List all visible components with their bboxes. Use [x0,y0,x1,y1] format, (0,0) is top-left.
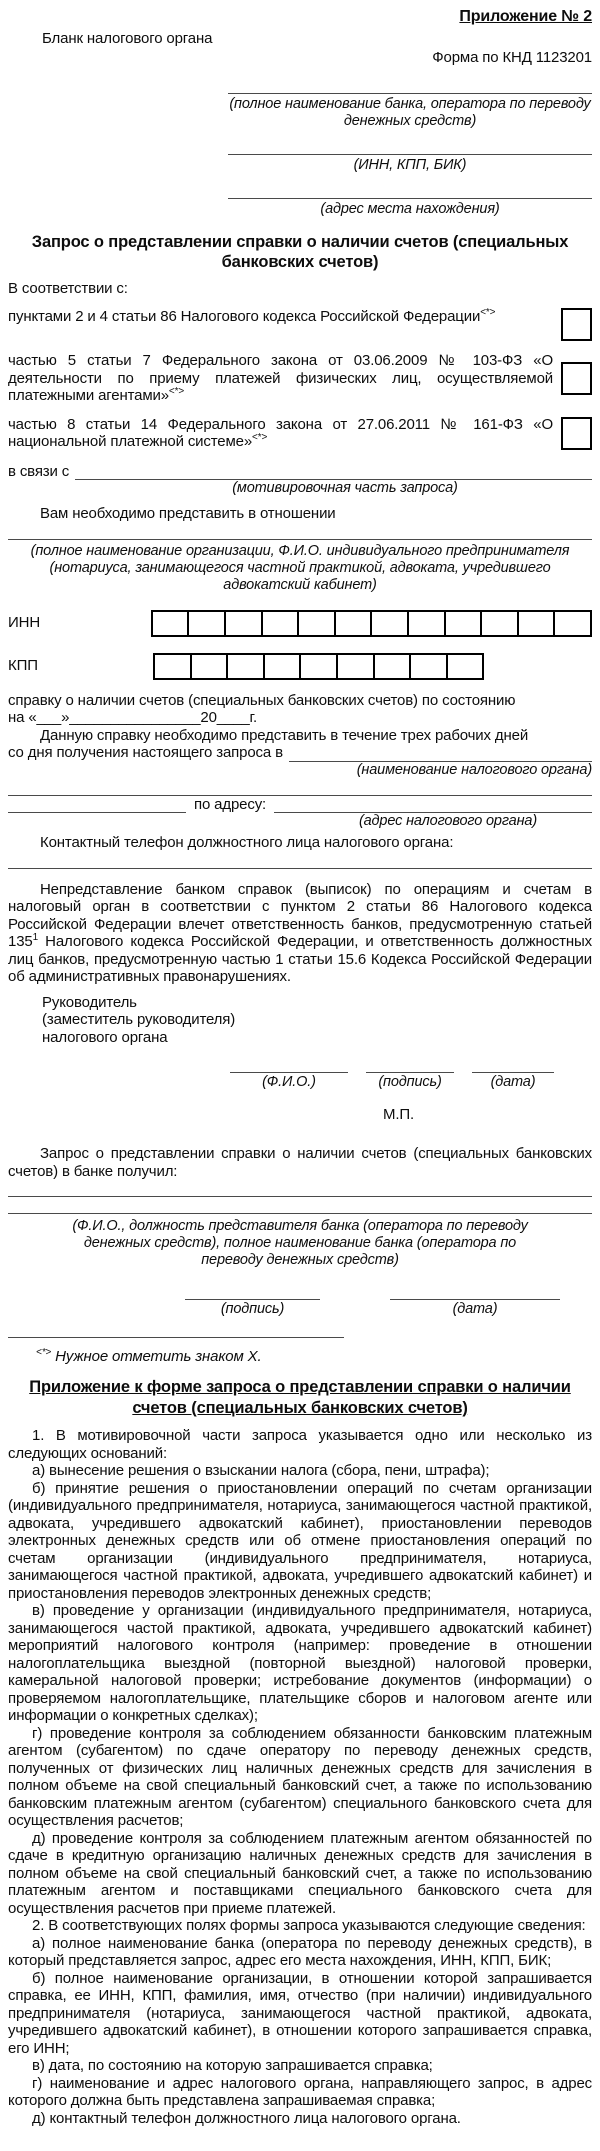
inn-kpp-bik-caption: (ИНН, КПП, БИК) [353,156,467,173]
basis-checkbox-nk-rf[interactable] [561,308,592,341]
input-cell[interactable] [190,653,229,680]
signer-title-line: налогового органа [42,1028,168,1046]
address-label: по адресу: [194,795,267,813]
input-cell[interactable] [407,610,446,637]
input-cell[interactable] [373,653,412,680]
appendix-heading: Приложение к форме запроса о представлении справки о наличии счетов (специальных банковских счетов) [29,1378,571,1417]
kpp-row [8,653,592,680]
receipt-blank-line-1[interactable] [8,1196,592,1197]
phone-label: Контактный телефон должностного лица налогового органа: [40,834,454,851]
input-cell[interactable] [187,610,226,637]
footnote-marker: <*> [480,307,496,318]
request-text-line1: справку о наличии счетов (специальных банковских счетов) по состоянию [8,691,516,709]
signer-title-line: (заместитель руководителя) [42,1011,236,1028]
legal-basis-section [8,280,592,451]
appendix-paragraph: а) полное наименование банка (оператора по переводу денежных средств), в который представляется запрос, адрес его места нахождения, ИНН, КПП, БИК; [8,1934,592,1969]
subject-lead: Вам необходимо представить в отношении [40,505,336,522]
input-cell[interactable] [370,610,409,637]
input-cell[interactable] [263,653,302,680]
basis-intro: В соответствии с: [8,279,128,297]
receipt-signature-row [8,1299,592,1319]
inn-kpp-bik-blank-line[interactable] [228,144,592,155]
inn-boxes [151,610,592,637]
appendix-paragraph: д) проведение контроля за соблюдением платежным агентом обязанностей по сдаче в кредитную организацию наличных денежных средств для зачисления в полном объеме на свой специальный банковский счет, а также по использованию платежным агентом и поставщиками специального банковского счета для осуществления расчетов при приеме платежей. [8,1829,592,1917]
receipt-paragraph: Запрос о представлении справки о наличии счетов (специальных банковских счетов) в банке получил: [8,1145,592,1180]
inn-row [8,610,592,637]
request-deadline-line1: Данную справку необходимо представить в течение трех рабочих дней [40,726,529,744]
appendix-paragraph: г) проведение контроля за соблюдением обязанности банковским платежным агентом (субагентом) по сдаче оператору по переводу денежных средств, полученных от физических лиц наличных денежных средств для зачисления в полном объеме на свой специальный банковский счет, а также по использованию банковским платежным агентом (субагентом) специального банковского счета для осуществления расчетов; [8,1724,592,1829]
signature-row [230,1072,592,1092]
reason-prefix: в связи с [8,462,70,480]
footnote-marker: <*> [252,432,268,443]
input-cell[interactable] [226,653,265,680]
footnote: <*> Нужное отметить знаком X. [36,1346,262,1365]
footnote-marker: <*> [36,1346,52,1358]
phone-blank-line[interactable] [8,868,592,869]
liability-paragraph: Непредставление банком справок (выписок) по операциям и счетам в налоговый орган в соответствии с пунктом 2 статьи 86 Налогового кодекса Российской Федерации влечет ответственность банков, предусмотренную статьей $135^1$ Налогового кодекса Российской Федерации, и ответственность должностных лиц банков, предусмотренную частью 1 статьи 15.6 Кодекса Российской Федерации об административных правонарушениях. [8,880,592,985]
reason-blank-line[interactable] [75,465,592,480]
input-cell[interactable] [151,610,190,637]
appendix-paragraph: в) дата, по состоянию на которую запрашивается справка; [32,2057,433,2074]
kpp-boxes [153,653,484,680]
input-cell[interactable] [261,610,300,637]
footnote-separator [8,1337,344,1338]
basis-item-nk-rf [8,308,592,341]
signature-field[interactable]: (подпись) [366,1072,454,1092]
basis-item-text: частью 8 статьи 14 Федерального закона от 27.06.2011 № 161-ФЗ «О национальной платежной системе»<*> [8,415,553,450]
appendix-paragraph: 1. В мотивировочной части запроса указывается одно или несколько из следующих оснований: [8,1427,592,1462]
input-cell[interactable] [336,653,375,680]
address-blank-line[interactable] [274,798,592,813]
bank-name-caption: (полное наименование банка, оператора по переводу денежных средств) [229,95,591,129]
appendix-paragraph: 2. В соответствующих полях формы запроса указываются следующие сведения: [32,1917,586,1934]
address-left-blank-line[interactable] [8,798,186,813]
input-cell[interactable] [409,653,448,680]
org-blank-label: Бланк налогового органа [42,29,213,47]
input-cell[interactable] [553,610,592,637]
address-blank-line[interactable] [228,188,592,199]
article-135-1-sup: 1 [32,932,38,943]
tax-org-prefix: со дня получения настоящего запроса в [8,744,283,761]
signer-title [42,994,592,1047]
tax-org-blank-line[interactable] [289,747,592,762]
basis-item-103-fz [8,352,592,405]
input-cell[interactable] [446,653,485,680]
appendix-paragraph: д) контактный телефон должностного лица налогового органа. [32,2109,461,2127]
input-cell[interactable] [153,653,192,680]
input-cell[interactable] [334,610,373,637]
kpp-label: КПП [8,657,38,675]
input-cell[interactable] [297,610,336,637]
basis-checkbox-161-fz[interactable] [561,417,592,450]
receipt-blank-line-2[interactable] [8,1213,592,1214]
appendix-paragraph: б) полное наименование организации, в отношении которой запрашивается справка, ее ИНН, КПП, фамилия, имя, отчество (при наличии) индивидуального предпринимателя (нотариуса, занимающегося частной практикой, адвоката, учредившего адвокатский кабинет), в отношении которого запрашивается справка, его ИНН; [8,1969,592,2057]
address-field [228,188,592,218]
footnote-marker: <*> [168,386,185,397]
signer-title-line: Руководитель [42,993,137,1011]
inn-kpp-bik-field [228,144,592,174]
date-field[interactable]: (дата) [472,1072,554,1092]
basis-item-161-fz [8,416,592,451]
appendix-body [8,1427,592,2127]
bank-name-field [228,83,592,130]
document-title: Запрос о представлении справки о наличии счетов (специальных банковских счетов) [31,232,569,271]
input-cell[interactable] [299,653,338,680]
input-cell[interactable] [517,610,556,637]
basis-checkbox-103-fz[interactable] [561,362,592,395]
request-date-line[interactable]: на «___»________________20____г. [8,709,258,726]
appendix-paragraph: в) проведение у организации (индивидуального предпринимателя, нотариуса, занимающегося частой практикой, адвоката, учредившего адвокатский кабинет) мероприятий налогового контроля (например: проведение в отношении налогоплательщика выездной (повторной выездной) налоговой проверки, камеральной налоговой проверки; истребование документов (информации) о проверяемом налогоплательщике, плательщике сборов и налоговом агенте или информации о конкретных сделках); [8,1602,592,1724]
address-caption: (адрес места нахождения) [320,200,500,217]
bank-name-blank-line[interactable] [228,83,592,94]
address-row [8,796,592,814]
input-cell[interactable] [224,610,263,637]
receipt-signature-field[interactable]: (подпись) [185,1299,320,1319]
receipt-date-field[interactable]: (дата) [390,1299,560,1319]
reason-caption: (мотивировочная часть запроса) [232,480,458,496]
form-code: Форма по КНД 1123201 [432,49,592,66]
stamp-place: М.П. [383,1105,415,1123]
input-cell[interactable] [444,610,483,637]
reason-row [8,463,592,481]
subject-caption: (полное наименование организации, Ф.И.О. индивидуального предпринимателя (нотариуса, занимающегося частной практикой, адвоката, учредившего адвокатский кабинет) [30,542,570,593]
appendix-paragraph: а) вынесение решения о взыскании налога (сбора, пени, штрафа); [32,1462,490,1479]
header-fields [228,83,592,218]
receipt-caption: (Ф.И.О., должность представителя банка (оператора по переводу денежных средств), полное наименование банка (оператора по переводу денежных средств) [72,1218,528,1268]
tax-org-row [8,744,592,762]
appendix-paragraph: б) принятие решения о приостановлении операций по счетам организации (индивидуального предпринимателя, нотариуса, занимающегося частной практикой, адвоката, учредившего адвокатский кабинет), приостановлении переводов электронных денежных средств или об отмене приостановления операций по счетам организации (индивидуального предпринимателя, нотариуса, занимающегося частной практикой, адвоката, учредившего адвокатский кабинет) и приостановления переводов электронных денежных средств; [8,1479,592,1602]
basis-item-text: частью 5 статьи 7 Федерального закона от 03.06.2009 № 103-ФЗ «О деятельности по приему платежей физических лиц, осуществляемой платежными агентами»<*> [8,352,553,404]
subject-blank-line[interactable] [8,539,592,540]
appendix-paragraph: г) наименование и адрес налогового органа, направляющего запрос, в адрес которого должна быть представлена запрашиваемая справка; [8,2074,592,2109]
tax-org-caption: (наименование налогового органа) [356,761,592,778]
input-cell[interactable] [480,610,519,637]
tax-org-address-caption: (адрес налогового органа) [358,813,537,829]
basis-item-text: пунктами 2 и 4 статьи 86 Налогового кодекса Российской Федерации<*> [8,307,496,325]
fio-signature-field[interactable]: (Ф.И.О.) [230,1072,348,1092]
inn-label: ИНН [8,614,40,632]
appendix-number: Приложение № 2 [459,8,592,25]
